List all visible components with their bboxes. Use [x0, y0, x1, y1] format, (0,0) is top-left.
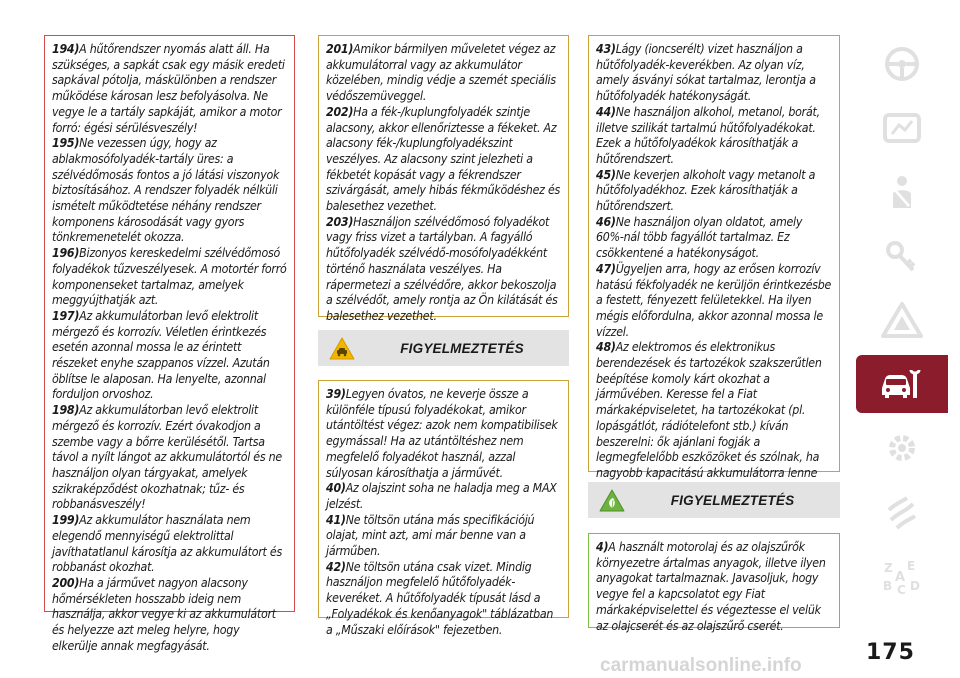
note-number: 196)	[52, 246, 80, 261]
svg-text:D: D	[910, 579, 920, 593]
note-number: 40)	[326, 481, 346, 496]
note-item	[52, 42, 287, 136]
note-text: Az elektromos és elektronikus berendezések és tartozékok szakszerűtlen beépítése komoly kárt okozhat a járművében. Keresse fel a Fiat márkaképviseletet, ha tartozékokat (pl. lopásgátlót, rádiótelefont stb.) kíván beszerelni: ők ajánlani fogják a legmegfelelőbb eszközöket és szólnak, ha nagyobb kapacitású akkumulátorra lenne	[596, 340, 822, 480]
note-text: Ne vezessen úgy, hogy az ablakmosófolyadék-tartály üres: a szélvédőmosás fontos a jó látási viszonyok biztosításához. A rendszer folyadék nélküli ismételt működtetése néhány rendszer komponens károsodását vagy gyors tönkremenetelét okozza.	[52, 136, 280, 245]
environment-leaf-triangle-icon	[599, 489, 625, 512]
note-text: Bizonyos kereskedelmi szélvédőmosó folyadékok tűzveszélyesek. A motortér forró komponenseket tartalmaz, amelyek meggyújthatják azt.	[52, 246, 287, 308]
note-text: Ne keverjen alkoholt vagy metanolt a hűtőfolyadékhoz. Ezek károsíthatják a hűtőrendszert.	[596, 167, 816, 214]
note-number: 42)	[326, 559, 346, 574]
svg-text:B: B	[883, 579, 893, 593]
note-number: 203)	[326, 214, 354, 229]
note-text: Legyen óvatos, ne keverje össze a különféle típusú folyadékokat, amikor utántöltést végez: azok nem kompatibilisek egymással! Ha az utántöltéshez nem megfelelő folyadékot használ, azzal súlyosan károsíthatja a járművét.	[326, 387, 558, 480]
note-text: Ne használjon alkohol, metanol, borát, illetve szilikát tartalmú hűtőfolyadékokat. Ezek a hűtőfolyadékok károsíthatják a hűtőrendszert.	[596, 104, 820, 166]
svg-text:E: E	[907, 559, 916, 573]
note-number: 200)	[52, 575, 80, 590]
note-item	[596, 262, 832, 341]
steering-wheel-icon	[879, 44, 925, 84]
svg-text:C: C	[897, 583, 906, 596]
note-number: 41)	[326, 512, 346, 527]
note-text: Használjon szélvédőmosó folyadékot vagy friss vizet a tartályban. A fagyálló hűtőfolyadék szélvédő-mosófolyadékként történő használata veszélyes. Ha rápermetezi a szélvédőre, akkor bekoszolja a szélvédőt, amely rontja az Ön kilátását és balesethez vezethet.	[326, 214, 558, 323]
note-item	[326, 481, 561, 512]
note-item	[596, 42, 832, 105]
sidebar-tab-dashboard[interactable]	[856, 35, 948, 93]
key-icon	[879, 236, 925, 276]
note-number: 45)	[596, 167, 616, 182]
caution-notes-column-2	[318, 380, 569, 637]
caution-car-triangle-icon	[329, 337, 355, 360]
note-number: 197)	[52, 308, 80, 323]
svg-text:A: A	[895, 570, 906, 585]
note-number: 198)	[52, 403, 80, 418]
note-item	[596, 105, 832, 168]
note-item	[52, 309, 287, 403]
environment-notes-column-3	[588, 533, 840, 633]
note-item	[52, 403, 287, 513]
note-number: 201)	[326, 42, 354, 56]
environment-header-green	[588, 482, 840, 518]
alphabetical-index-icon	[879, 556, 925, 596]
note-item	[52, 576, 287, 655]
note-item	[596, 340, 832, 497]
note-number: 195)	[52, 136, 80, 151]
seatbelt-person-icon	[879, 172, 925, 212]
note-text: A hűtőrendszer nyomás alatt áll. Ha szükséges, a sapkát csak egy másik eredeti sapkával pótolja, máskülönben a rendszer működése károsan lesz befolyásolva. Ne vegye le a tartály sapkáját, amikor a motor forró: égési sérülésveszély!	[52, 42, 285, 135]
note-item	[52, 136, 287, 246]
note-number: 4)	[596, 540, 609, 554]
caution-header-yellow	[318, 330, 569, 366]
note-text: Ha a járművet nagyon alacsony hőmérsékleten hosszabb ideig nem használja, akkor vegye ki az akkumulátort és helyezze azt meleg helyre, hogy elkerülje annak megfagyását.	[52, 575, 276, 653]
sidebar-tab-multimedia[interactable]	[856, 483, 948, 541]
multimedia-icon	[879, 492, 925, 532]
watermark-text: carmanualsonline.info	[600, 655, 802, 676]
note-item	[326, 513, 561, 560]
sidebar-tab-safety[interactable]	[856, 163, 948, 221]
note-text: Az akkumulátor használata nem elegendő mennyiségű elektrolittal javíthatatlanul károsítja az akkumulátort és robbanást okozhat.	[52, 513, 282, 575]
info-dashboard-icon	[879, 108, 925, 148]
environment-title: FIGYELMEZTETÉS	[670, 492, 795, 508]
note-text: Amikor bármilyen műveletet végez az akkumulátorral vagy az akkumulátor közelében, mindig védje a szemét speciális védőszemüveggel.	[326, 42, 556, 104]
car-wrench-icon	[879, 364, 925, 404]
note-item	[596, 540, 832, 634]
note-text: Az akkumulátorban levő elektrolit mérgező és korrozív. Ezért óvakodjon a szembe vagy a bőrre kerülésétől. Tartsa távol a nyílt lángot az akkumulátortól és ne használjon olyan tárgyakat, amelyek szikraképződést okozhatnak; tűz- és robbanásveszély!	[52, 403, 282, 512]
caution-title: FIGYELMEZTETÉS	[400, 340, 524, 356]
note-item	[326, 105, 561, 215]
note-text: Ha a fék-/kuplungfolyadék szintje alacsony, akkor ellenőriztesse a fékeket. Az alacsony fék-/kuplungfolyadékszint veszélyes. Az alacsony szint jelezheti a fékbetét kopását vagy a fékrendszer szivárgását, amely hibás fékműködéshez és balesethez vezethet.	[326, 104, 561, 214]
caution-notes-column-3	[588, 35, 840, 480]
note-text: Ne töltsön utána más specifikációjú olajat, mint azt, ami már benne van a járműben.	[326, 512, 535, 559]
note-item	[52, 246, 287, 309]
note-number: 46)	[596, 214, 616, 229]
note-item	[596, 215, 832, 262]
sidebar-tab-starting[interactable]	[856, 227, 948, 285]
note-item	[326, 42, 561, 105]
note-text: A használt motorolaj és az olajszűrők környezetre ártalmas anyagok, illetve ilyen anyagokat tartalmaznak. Javasoljuk, hogy vegye fel a kapcsolatot egy Fiat márkaképviselettel és végeztesse el velük az olajcserét és az olajszűrő cserét.	[596, 540, 826, 633]
sidebar-tab-emergency[interactable]	[856, 291, 948, 349]
note-text: Az akkumulátorban levő elektrolit mérgező és korrozív. Véletlen érintkezés esetén azonnal mossa le az érintett részeket enyhe szappanos vízzel. Azután öblítse le alaposan. Ha lenyelte, azonnal forduljon orvoshoz.	[52, 308, 270, 402]
note-number: 39)	[326, 387, 346, 401]
note-number: 199)	[52, 513, 80, 528]
note-item	[326, 387, 561, 481]
note-number: 202)	[326, 104, 354, 119]
note-text: Az olajszint soha ne haladja meg a MAX jelzést.	[326, 481, 557, 511]
warning-notes-column-2-top	[318, 35, 569, 323]
specifications-gear-icon	[879, 428, 925, 468]
note-number: 48)	[596, 340, 616, 355]
note-number: 43)	[596, 42, 616, 56]
note-number: 44)	[596, 104, 616, 119]
page-number: 175	[866, 640, 915, 665]
note-number: 47)	[596, 261, 616, 276]
note-number: 194)	[52, 42, 80, 56]
sidebar-tab-index[interactable]	[856, 547, 948, 605]
note-text: Ne használjon olyan oldatot, amely 60%-nál több fagyállót tartalmaz. Ez csökkentené a hatékonyságot.	[596, 214, 803, 261]
note-item	[596, 168, 832, 215]
note-item	[326, 560, 561, 639]
sidebar-tab-instruments[interactable]	[856, 99, 948, 157]
sidebar-tab-technical[interactable]	[856, 419, 948, 477]
note-text: Ügyeljen arra, hogy az erősen korrozív hatású fékfolyadék ne kerüljön érintkezésbe a festett, fényezett felületekkel. Ha ilyen mégis előfordulna, akkor azonnal mossa le vízzel.	[596, 261, 832, 339]
note-text: Lágy (ioncserélt) vizet használjon a hűtőfolyadék-keverékben. Az olyan víz, amely ásványi sókat tartalmaz, lerontja a hűtőfolyadék hatékonyságát.	[596, 42, 816, 104]
chapter-sidebar	[856, 35, 948, 605]
note-item	[326, 215, 561, 325]
sidebar-tab-maintenance[interactable]	[856, 355, 948, 413]
hazard-triangle-icon	[879, 300, 925, 340]
note-text: Ne töltsön utána csak vizet. Mindig használjon megfelelő hűtőfolyadék-keveréket. A hűtőfolyadék típusát lásd a „Folyadékok és kenőanyagok" táblázatban a „Műszaki előírások" fejezetben.	[326, 559, 554, 637]
note-item	[52, 513, 287, 576]
warning-notes-column-1	[44, 35, 295, 653]
svg-text:Z: Z	[884, 561, 893, 575]
